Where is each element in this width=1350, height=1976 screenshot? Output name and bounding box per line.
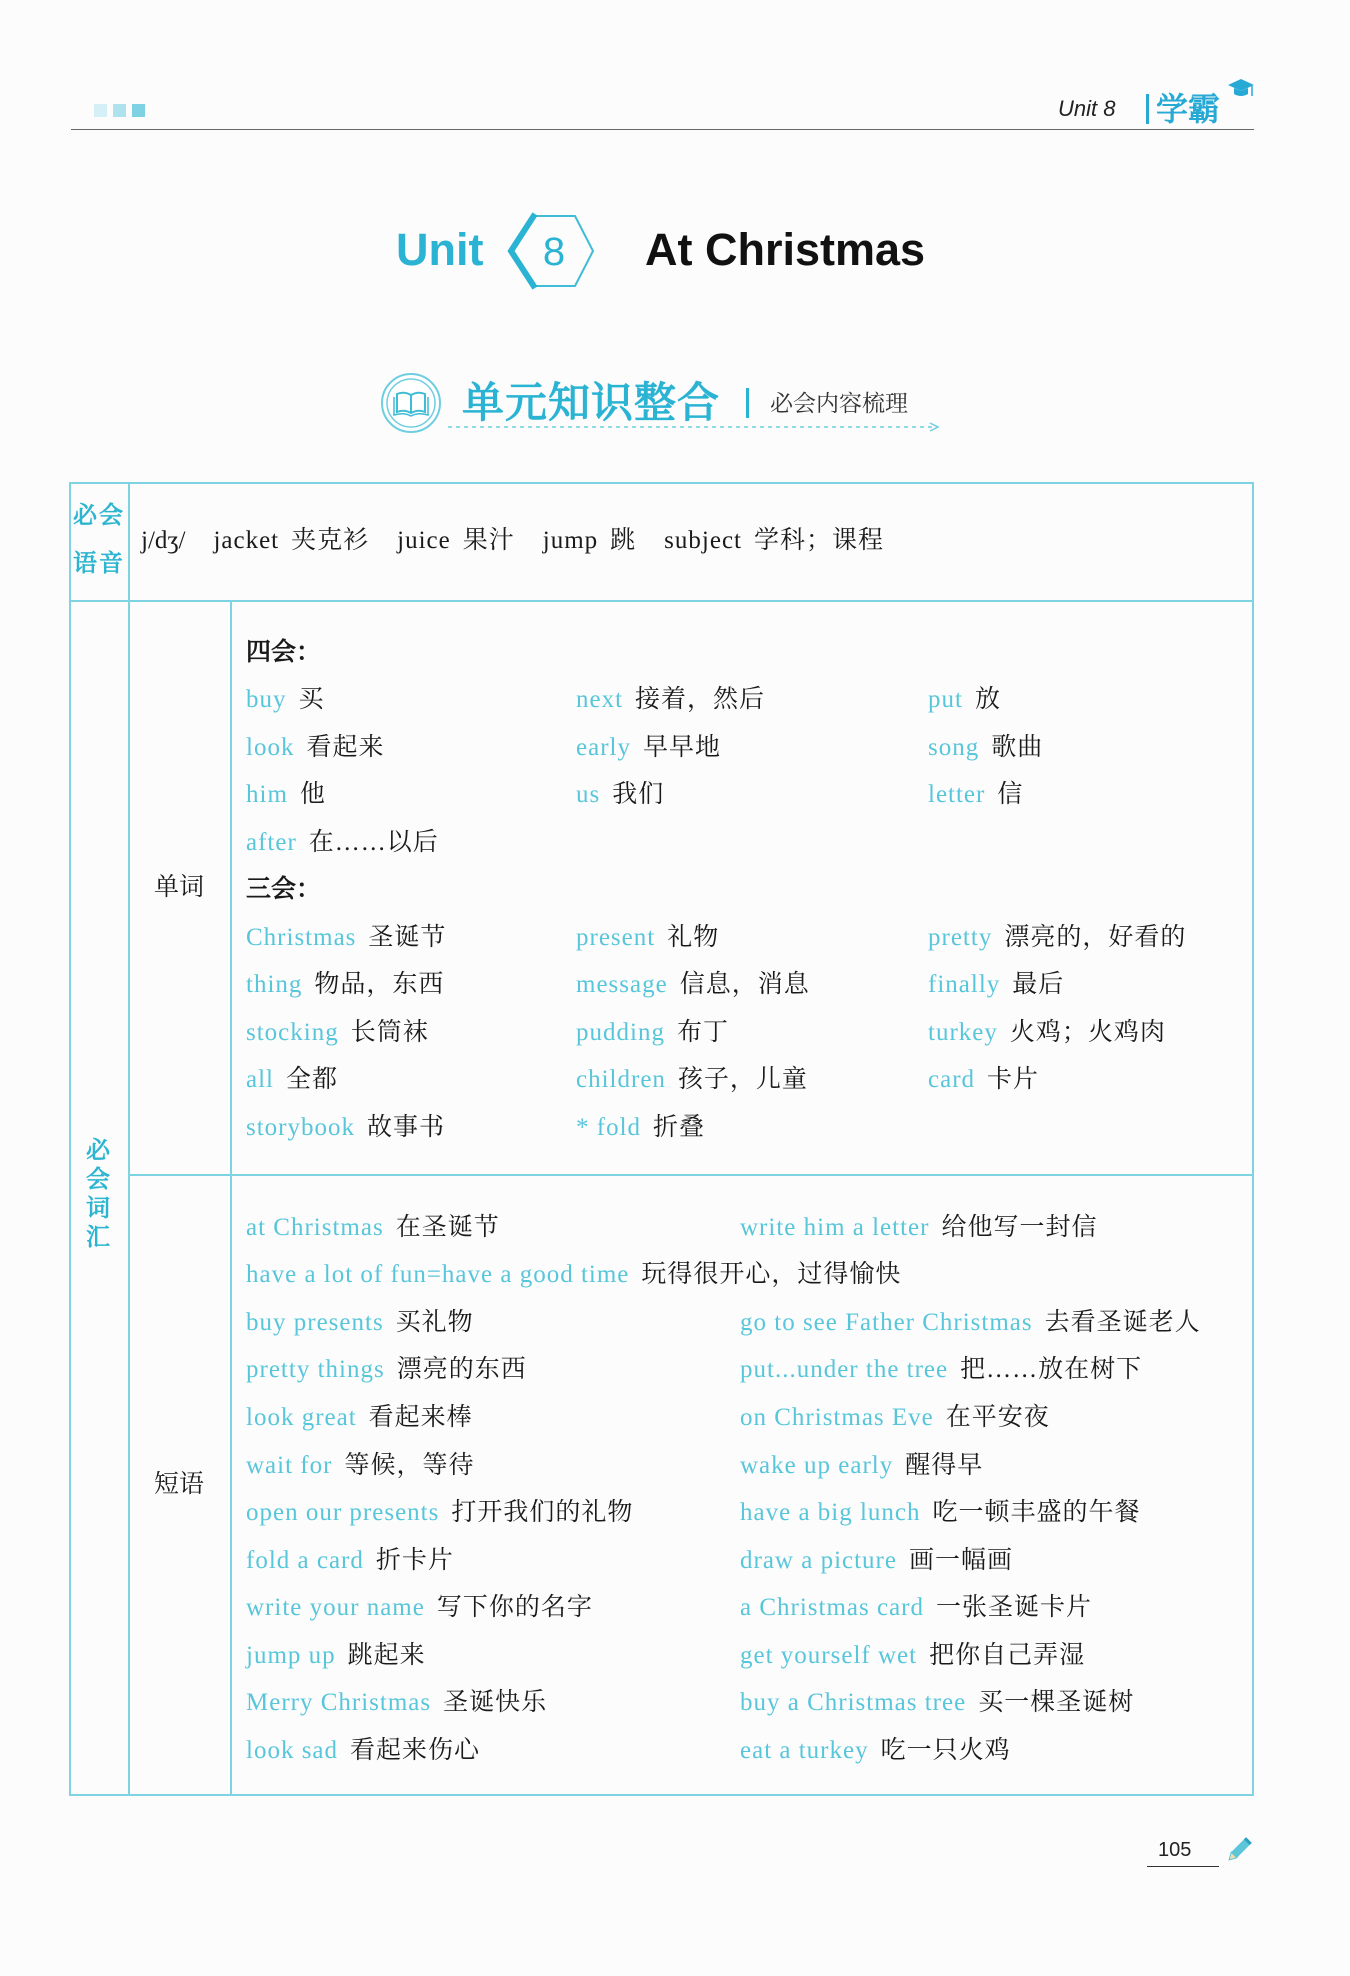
phrase-row [246, 1581, 1254, 1629]
phrase-chinese: 买一棵圣诞树 [978, 1689, 1135, 1717]
phrase-row [246, 1439, 1254, 1487]
phonics-symbol: j/dʒ/ [141, 527, 186, 554]
word-english: present [576, 923, 656, 951]
phrase-entry [246, 1587, 740, 1623]
phrase-row [246, 1391, 1254, 1439]
word-english: stocking [246, 1018, 339, 1046]
phrase-chinese: 漂亮的东西 [396, 1356, 527, 1384]
phonics-row [141, 523, 884, 559]
phrase-english: eat a turkey [740, 1736, 869, 1764]
unit-number: 8 [542, 230, 566, 274]
phrases-label: 短语 [154, 1471, 205, 1498]
word-entry [928, 917, 1228, 953]
phrase-entry [246, 1302, 740, 1338]
word-english: us [576, 781, 601, 809]
phrase-chinese: 玩得很开心，过得愉快 [641, 1261, 902, 1289]
phrase-entry [246, 1730, 740, 1766]
phrase-chinese: 在平安夜 [945, 1403, 1050, 1431]
phrase-row [246, 1629, 1254, 1677]
page-title: At Christmas [645, 224, 926, 275]
word-row [246, 1101, 1246, 1149]
word-chinese: 放 [974, 686, 1001, 714]
word-english: card [928, 1066, 976, 1094]
phonics-word: jump [542, 527, 599, 554]
word-row [246, 769, 1246, 817]
phrase-english: at Christmas [246, 1213, 384, 1241]
word-chinese: 火鸡；火鸡肉 [1009, 1018, 1166, 1046]
phrase-chinese: 醒得早 [905, 1451, 984, 1479]
word-chinese: 全都 [286, 1066, 339, 1094]
phrase-row [246, 1344, 1254, 1392]
phrase-row [246, 1296, 1254, 1344]
word-entry [576, 1107, 928, 1143]
word-entry [576, 964, 928, 1000]
pencil-icon [1224, 1834, 1254, 1866]
word-chinese: 信 [997, 781, 1024, 809]
phrase-chinese: 看起来伤心 [350, 1736, 481, 1764]
phrase-english: wake up early [740, 1451, 894, 1479]
word-row [246, 721, 1246, 769]
phrase-english: have a big lunch [740, 1499, 921, 1527]
phrase-entry [740, 1207, 1254, 1243]
word-entry [246, 1059, 576, 1095]
word-row [246, 1006, 1246, 1054]
phrase-row [246, 1201, 1254, 1249]
phrase-english: have a lot of fun=have a good time [246, 1261, 630, 1289]
phrase-english: wait for [246, 1451, 333, 1479]
word-chinese: 在……以后 [308, 828, 439, 856]
word-row [246, 911, 1246, 959]
phrase-entry [740, 1445, 1254, 1481]
phrase-chinese: 折卡片 [375, 1546, 454, 1574]
phrase-english: write him a letter [740, 1213, 930, 1241]
header-divider [1146, 94, 1149, 124]
phrase-chinese: 等候，等待 [344, 1451, 475, 1479]
word-entry [928, 679, 1228, 715]
phrase-chinese: 写下你的名字 [436, 1594, 593, 1622]
title-unit-word: Unit [396, 224, 484, 275]
phrase-chinese: 吃一只火鸡 [880, 1736, 1011, 1764]
word-chinese: 接着，然后 [635, 686, 766, 714]
header-unit-label: Unit 8 [1058, 96, 1116, 121]
phrase-english: a Christmas card [740, 1594, 925, 1622]
word-english: put [928, 686, 963, 714]
word-entry [246, 1107, 576, 1143]
word-english: early [576, 733, 631, 761]
word-chinese: 漂亮的，好看的 [1004, 923, 1187, 951]
phrase-entry [246, 1635, 740, 1671]
word-entry [246, 822, 576, 858]
word-chinese: 折叠 [653, 1113, 706, 1141]
word-chinese: 圣诞节 [368, 923, 447, 951]
phrase-entry [246, 1540, 740, 1576]
word-english: next [576, 686, 624, 714]
phonics-item [397, 523, 515, 559]
unit-number-hexagon [503, 211, 601, 291]
phonics-item [664, 523, 884, 559]
phrase-chinese: 把……放在树下 [960, 1356, 1143, 1384]
three-skill-label: 三会： [246, 876, 322, 904]
phonics-word: jacket [213, 527, 280, 554]
word-english: message [576, 971, 668, 999]
phrase-chinese: 画一幅画 [908, 1546, 1013, 1574]
word-chinese: 故事书 [367, 1113, 446, 1141]
word-list [246, 626, 1246, 1149]
word-chinese: 早早地 [642, 733, 721, 761]
word-row [246, 959, 1246, 1007]
word-entry [576, 1059, 928, 1095]
phonics-word: juice [397, 527, 451, 554]
word-english: song [928, 733, 980, 761]
word-english: pretty [928, 923, 993, 951]
phrase-chinese: 把你自己弄湿 [929, 1641, 1086, 1669]
word-entry [928, 774, 1228, 810]
dotted-arrow-underline [448, 420, 944, 434]
word-entry [246, 679, 576, 715]
phrase-chinese: 看起来棒 [368, 1403, 473, 1431]
phonics-item [213, 523, 369, 559]
word-chinese: 信息，消息 [679, 971, 810, 999]
phonics-meaning: 果汁 [462, 527, 515, 554]
phonics-item [543, 523, 636, 559]
phrase-english: Merry Christmas [246, 1689, 432, 1717]
word-english: look [246, 733, 295, 761]
phrase-chinese: 圣诞快乐 [443, 1689, 548, 1717]
word-english: thing [246, 971, 303, 999]
word-english: * fold [576, 1113, 642, 1141]
phonics-meaning: 跳 [610, 527, 637, 554]
phrase-english: write your name [246, 1594, 425, 1622]
phrase-row [246, 1676, 1254, 1724]
phrase-entry [740, 1397, 1254, 1433]
phrase-english: open our presents [246, 1499, 440, 1527]
page-number-underline [1147, 1866, 1219, 1867]
word-chinese: 卡片 [987, 1066, 1040, 1094]
word-english: all [246, 1066, 274, 1094]
word-chinese: 他 [299, 781, 326, 809]
phrase-english: buy a Christmas tree [740, 1689, 967, 1717]
phrase-entry [246, 1254, 1254, 1290]
square-decoration [132, 104, 145, 117]
category-vocabulary: 必会词汇 [86, 1137, 110, 1251]
header-rule [71, 129, 1254, 130]
word-entry [928, 727, 1228, 763]
word-entry [928, 1059, 1228, 1095]
word-entry [246, 727, 576, 763]
word-chinese: 礼物 [667, 923, 720, 951]
phrase-english: look sad [246, 1736, 339, 1764]
section-title: 单元知识整合 [462, 379, 721, 426]
word-row [246, 1054, 1246, 1102]
phrase-english: get yourself wet [740, 1641, 918, 1669]
phrase-entry [740, 1730, 1254, 1766]
header-brand: 学霸 [1156, 91, 1221, 127]
word-chinese: 我们 [612, 781, 665, 809]
phrase-list [246, 1201, 1254, 1772]
phrase-entry [740, 1302, 1254, 1338]
word-chinese: 物品，东西 [314, 971, 445, 999]
phrase-row [246, 1534, 1254, 1582]
phrase-row [246, 1724, 1254, 1772]
phrase-entry [740, 1540, 1254, 1576]
word-entry [246, 917, 576, 953]
word-chinese: 布丁 [676, 1018, 729, 1046]
words-label: 单词 [154, 874, 205, 901]
phrase-chinese: 在圣诞节 [395, 1213, 500, 1241]
word-chinese: 歌曲 [991, 733, 1044, 761]
phrase-entry [246, 1349, 740, 1385]
phrase-entry [246, 1492, 740, 1528]
word-row [246, 816, 1246, 864]
word-english: turkey [928, 1018, 998, 1046]
phrase-english: on Christmas Eve [740, 1403, 934, 1431]
word-chinese: 看起来 [306, 733, 385, 761]
phrase-english: go to see Father Christmas [740, 1308, 1033, 1336]
phrase-english: fold a card [246, 1546, 364, 1574]
word-entry [246, 964, 576, 1000]
word-chinese: 买 [298, 686, 325, 714]
category-phonics: 必会语音 [73, 502, 125, 577]
phrase-entry [740, 1492, 1254, 1528]
phrase-english: pretty things [246, 1356, 385, 1384]
graduation-cap-icon [1226, 76, 1256, 102]
page-number: 105 [1158, 1839, 1192, 1861]
phrase-entry [740, 1349, 1254, 1385]
phrase-english: look great [246, 1403, 357, 1431]
word-english: pudding [576, 1018, 665, 1046]
phrase-chinese: 一张圣诞卡片 [936, 1594, 1093, 1622]
phrase-english: jump up [246, 1641, 336, 1669]
word-english: finally [928, 971, 1001, 999]
phrase-row [246, 1486, 1254, 1534]
phrase-chinese: 买礼物 [395, 1308, 474, 1336]
phrase-entry [740, 1682, 1254, 1718]
section-subtitle: 必会内容梳理 [770, 390, 908, 416]
word-entry [576, 1012, 928, 1048]
word-entry [928, 964, 1228, 1000]
square-decoration [113, 104, 126, 117]
phrase-entry [740, 1635, 1254, 1671]
phrase-english: buy presents [246, 1308, 384, 1336]
word-english: letter [928, 781, 986, 809]
phrase-entry [246, 1207, 740, 1243]
phonics-word: subject [664, 527, 742, 554]
word-entry [928, 1012, 1228, 1048]
table-divider [69, 600, 1254, 602]
section-divider [746, 388, 749, 418]
phrase-chinese: 跳起来 [347, 1641, 426, 1669]
word-english: buy [246, 686, 287, 714]
book-icon [380, 372, 442, 434]
phrase-english: put...under the tree [740, 1356, 949, 1384]
phrase-chinese: 打开我们的礼物 [451, 1499, 634, 1527]
table-divider [129, 1174, 1254, 1176]
word-english: after [246, 828, 297, 856]
table-divider [128, 482, 130, 1796]
phrase-entry [740, 1587, 1254, 1623]
phrase-row [246, 1249, 1254, 1297]
word-entry [246, 1012, 576, 1048]
phrase-entry [246, 1682, 740, 1718]
word-entry [576, 774, 928, 810]
word-english: children [576, 1066, 666, 1094]
word-entry [576, 917, 928, 953]
phrase-entry [246, 1397, 740, 1433]
phrase-chinese: 去看圣诞老人 [1044, 1308, 1201, 1336]
four-skill-label: 四会： [246, 638, 322, 666]
phrase-chinese: 吃一顿丰盛的午餐 [932, 1499, 1141, 1527]
phonics-meaning: 夹克衫 [291, 527, 370, 554]
phrase-chinese: 给他写一封信 [941, 1213, 1098, 1241]
word-chinese: 最后 [1012, 971, 1065, 999]
word-row [246, 674, 1246, 722]
phrase-english: draw a picture [740, 1546, 897, 1574]
word-entry [246, 774, 576, 810]
word-chinese: 孩子，儿童 [677, 1066, 808, 1094]
word-english: him [246, 781, 288, 809]
word-english: storybook [246, 1113, 355, 1141]
table-divider [230, 601, 232, 1796]
phonics-meaning: 学科；课程 [754, 527, 885, 554]
word-chinese: 长筒袜 [350, 1018, 429, 1046]
word-entry [576, 727, 928, 763]
square-decoration [94, 104, 107, 117]
word-english: Christmas [246, 923, 357, 951]
phrase-entry [246, 1445, 740, 1481]
word-entry [576, 679, 928, 715]
